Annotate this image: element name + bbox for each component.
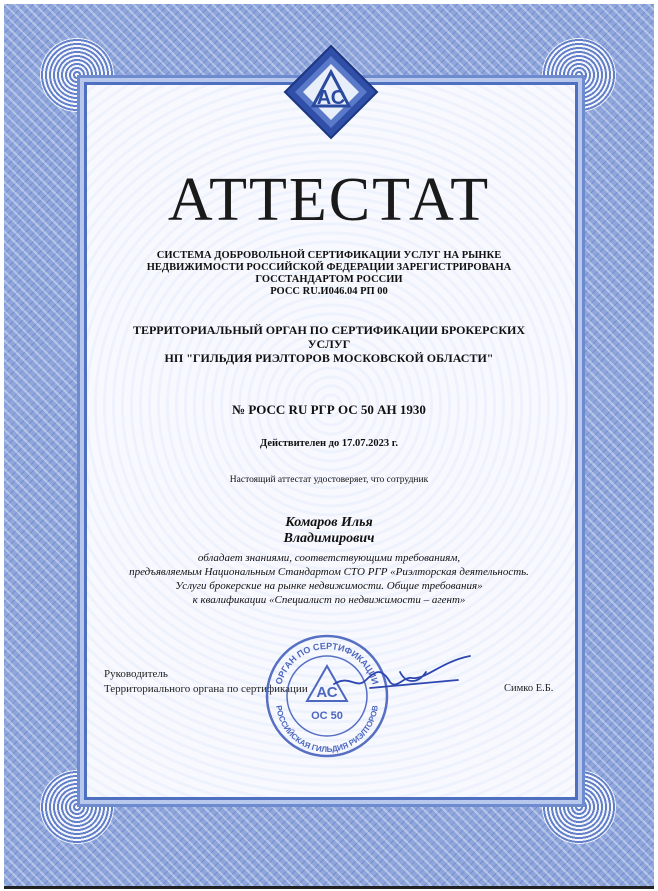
system-line: СИСТЕМА ДОБРОВОЛЬНОЙ СЕРТИФИКАЦИИ УСЛУГ НА РЫНКЕ	[156, 250, 502, 261]
stamp-top-text: ОРГАН ПО СЕРТИФИКАЦИИ	[273, 640, 381, 686]
system-line: ГОССТАНДАРТОМ РОССИИ	[255, 274, 403, 285]
signatory-position-line: Руководитель	[104, 668, 168, 680]
certification-system-block	[100, 250, 558, 298]
system-registration-number: РОСС RU.И046.04 РП 00	[270, 286, 388, 297]
stamp-bottom-text: РОССИЙСКАЯ ГИЛЬДИЯ РИЭЛТОРОВ	[274, 704, 380, 755]
organ-line: НП "ГИЛЬДИЯ РИЭЛТОРОВ МОСКОВСКОЙ ОБЛАСТИ"	[164, 351, 494, 365]
certificate-number: № РОСС RU РГР ОС 50 АН 1930	[232, 402, 426, 417]
organ-line: ТЕРРИТОРИАЛЬНЫЙ ОРГАН ПО СЕРТИФИКАЦИИ БРОКЕРСКИХ	[132, 323, 526, 337]
qualification-description	[100, 551, 558, 607]
system-line: НЕДВИЖИМОСТИ РОССИЙСКОЙ ФЕДЕРАЦИИ ЗАРЕГИСТРИРОВАНА	[146, 262, 512, 273]
signatory-name: Симко Е.Б.	[504, 683, 554, 694]
guild-logo-icon	[283, 44, 379, 140]
organ-line: УСЛУГ	[307, 337, 351, 351]
handwritten-signature	[330, 650, 475, 700]
logo-letters: АС	[316, 87, 346, 109]
document-title: АТТЕСТАТ	[167, 166, 491, 234]
employee-name-line: Комаров Илья	[285, 515, 373, 530]
description-line: предъявляемым Национальным Стандартом СТО РГР «Риэлторская деятельность.	[129, 566, 529, 578]
employee-name	[100, 515, 558, 547]
description-line: Услуги брокерские на рынке недвижимости. Общие требования»	[175, 580, 483, 592]
validity-date: Действителен до 17.07.2023 г.	[260, 438, 398, 449]
signatory-position-line: Территориального органа по сертификации	[104, 683, 308, 695]
intro-statement: Настоящий аттестат удостоверяет, что сотрудник	[229, 475, 429, 485]
employee-name-line: Владимирович	[283, 531, 375, 546]
description-line: обладает знаниями, соответствующими требованиям,	[197, 552, 461, 564]
description-line: к квалификации «Специалист по недвижимости – агент»	[192, 594, 466, 606]
stamp-letters: АС	[316, 684, 338, 701]
certification-organ-block	[100, 323, 558, 365]
stamp-code: ОС 50	[311, 710, 343, 722]
